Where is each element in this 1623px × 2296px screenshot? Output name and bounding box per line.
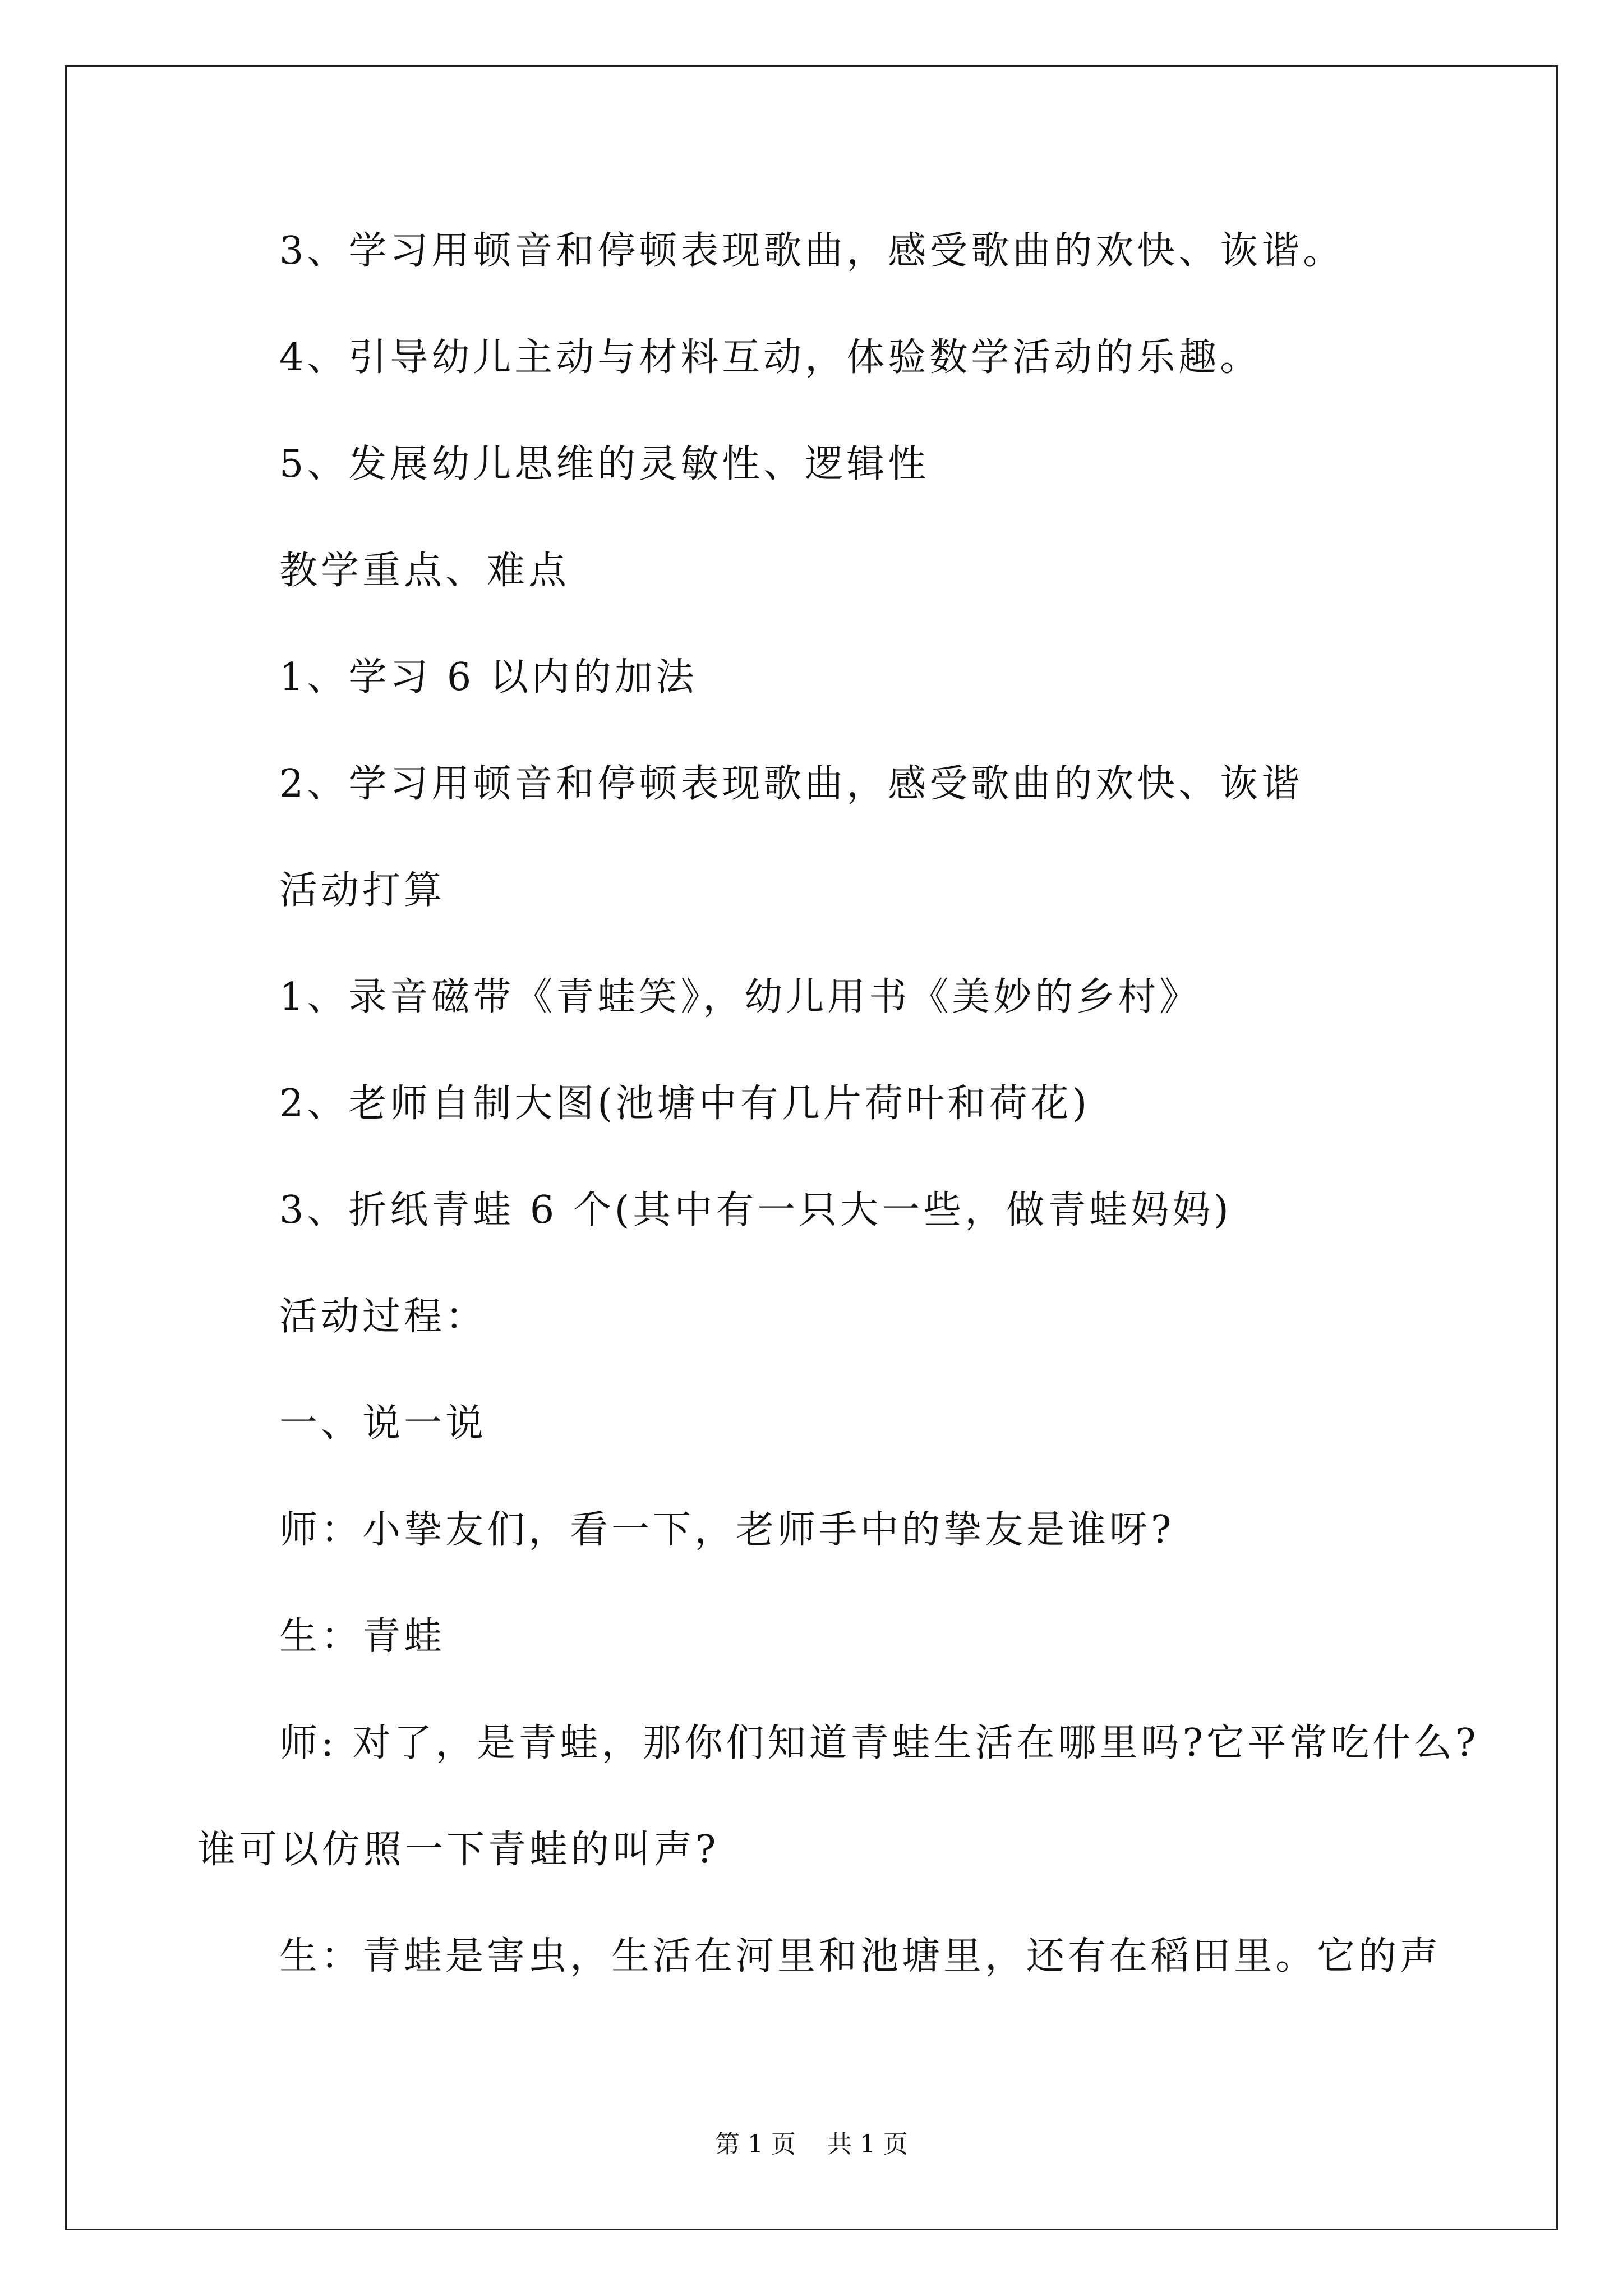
text-line: 2、学习用顿音和停顿表现歌曲，感受歌曲的欢快、诙谐 — [279, 762, 1303, 806]
text-line: 4、引导幼儿主动与材料互动，体验数学活动的乐趣。 — [279, 335, 1262, 380]
page-number: 第 1 页 — [715, 2130, 796, 2159]
dialogue-line-continued: 谁可以仿照一下青蛙的叫声? — [197, 1828, 720, 1872]
section-heading: 活动过程： — [279, 1295, 487, 1339]
page-footer — [0, 2129, 1623, 2160]
text-line: 3、折纸青蛙 6 个(其中有一只大一些，做青蛙妈妈) — [279, 1188, 1232, 1232]
dialogue-line: 生：青蛙 — [279, 1614, 446, 1659]
page-border — [65, 65, 1558, 2230]
text-line: 1、学习 6 以内的加法 — [279, 655, 698, 700]
dialogue-line: 师：小挚友们，看一下，老师手中的挚友是谁呀? — [279, 1508, 1175, 1552]
section-heading: 一、说一说 — [279, 1401, 487, 1446]
text-line: 1、录音磁带《青蛙笑》，幼儿用书《美妙的乡村》 — [279, 975, 1201, 1019]
page-total: 共 1 页 — [827, 2130, 908, 2159]
section-heading: 教学重点、难点 — [279, 549, 570, 593]
text-line: 5、发展幼儿思维的灵敏性、逻辑性 — [279, 442, 930, 486]
dialogue-line: 师: 对了，是青蛙，那你们知道青蛙生活在哪里吗?它平常吃什么? — [279, 1721, 1479, 1765]
text-line: 2、老师自制大图(池塘中有几片荷叶和荷花) — [279, 1082, 1091, 1126]
section-heading: 活动打算 — [279, 868, 446, 913]
dialogue-line: 生：青蛙是害虫，生活在河里和池塘里，还有在稻田里。它的声 — [279, 1934, 1442, 1978]
text-line: 3、学习用顿音和停顿表现歌曲，感受歌曲的欢快、诙谐。 — [279, 229, 1345, 273]
